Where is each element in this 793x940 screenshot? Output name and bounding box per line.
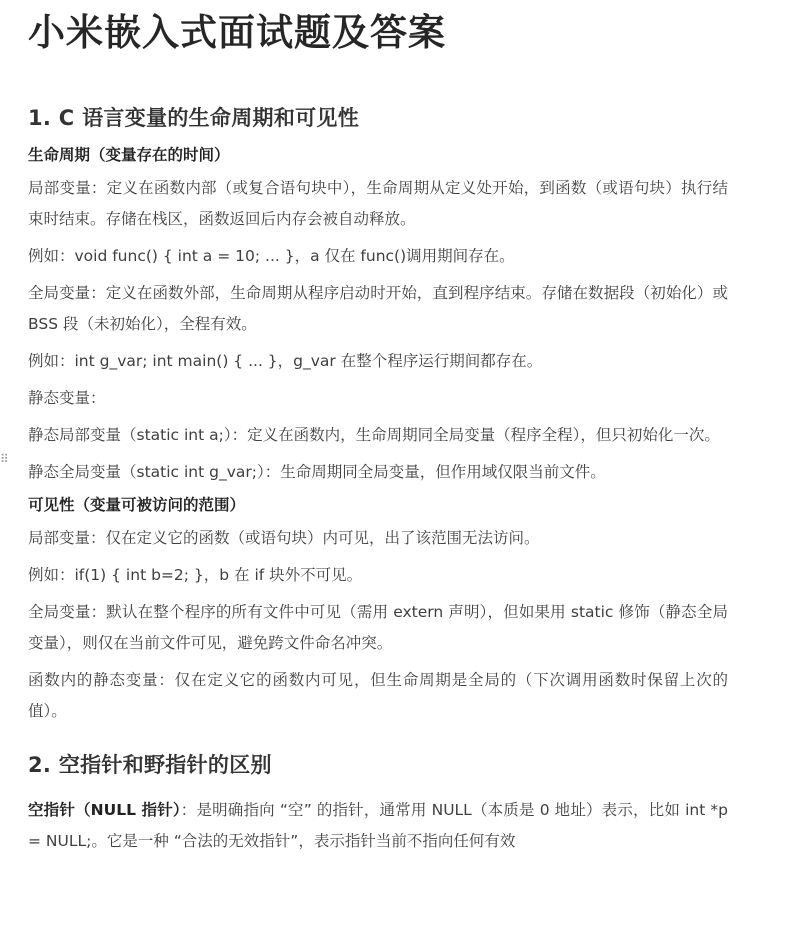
document-page [28, 0, 728, 857]
paragraph-visibility-example: 例如：if(1) { int b=2; }，b 在 if 块外不可见。 [28, 566, 363, 584]
section-1-heading: 1. C 语言变量的生命周期和可见性 [28, 106, 360, 130]
paragraph-local-example: 例如：void func() { int a = 10; ... }，a 仅在 func()调用期间存在。 [28, 247, 515, 265]
paragraph-static-global: 静态全局变量（static int g_var;）：生命周期同全局变量，但作用域仅限当前文件。 [28, 463, 606, 481]
paragraph-static-variable: 静态变量： [28, 389, 106, 407]
paragraph-null-pointer [28, 795, 728, 857]
paragraph-visibility-static: 函数内的静态变量：仅在定义它的函数内可见，但生命周期是全局的（下次调用函数时保留上次的值）。 [28, 671, 728, 720]
paragraph-global-variable: 全局变量：定义在函数外部，生命周期从程序启动时开始，直到程序结束。存储在数据段（初始化）或 BSS 段（未初始化），全程有效。 [28, 284, 728, 333]
null-pointer-text: ：是明确指向 “空” 的指针，通常用 NULL（本质是 0 地址）表示，比如 int *p = NULL;。它是一种 “合法的无效指针”，表示指针当前不指向任何有效 [28, 801, 728, 850]
lifetime-block [28, 144, 728, 488]
section-2-heading: 2. 空指针和野指针的区别 [28, 753, 272, 777]
visibility-block [28, 494, 728, 727]
paragraph-local-variable: 局部变量：定义在函数内部（或复合语句块中），生命周期从定义处开始，到函数（或语句块）执行结束时结束。存储在栈区，函数返回后内存会被自动释放。 [28, 179, 728, 228]
paragraph-visibility-global: 全局变量：默认在整个程序的所有文件中可见（需用 extern 声明），但如果用 static 修饰（静态全局变量），则仅在当前文件可见，避免跨文件命名冲突。 [28, 603, 728, 652]
null-pointer-block [28, 795, 728, 857]
paragraph-visibility-local: 局部变量：仅在定义它的函数（或语句块）内可见，出了该范围无法访问。 [28, 529, 540, 547]
drag-handle-icon[interactable]: ⠿ [0, 452, 9, 466]
visibility-subheading: 可见性（变量可被访问的范围） [28, 496, 246, 514]
paragraph-static-local: 静态局部变量（static int a;）：定义在函数内，生命周期同全局变量（程序全程），但只初始化一次。 [28, 426, 720, 444]
lifetime-subheading: 生命周期（变量存在的时间） [28, 146, 230, 164]
null-pointer-term: 空指针（NULL 指针） [28, 801, 181, 819]
document-title: 小米嵌入式面试题及答案 [28, 11, 446, 54]
paragraph-global-example: 例如：int g_var; int main() { ... }，g_var 在整个程序运行期间都存在。 [28, 352, 543, 370]
